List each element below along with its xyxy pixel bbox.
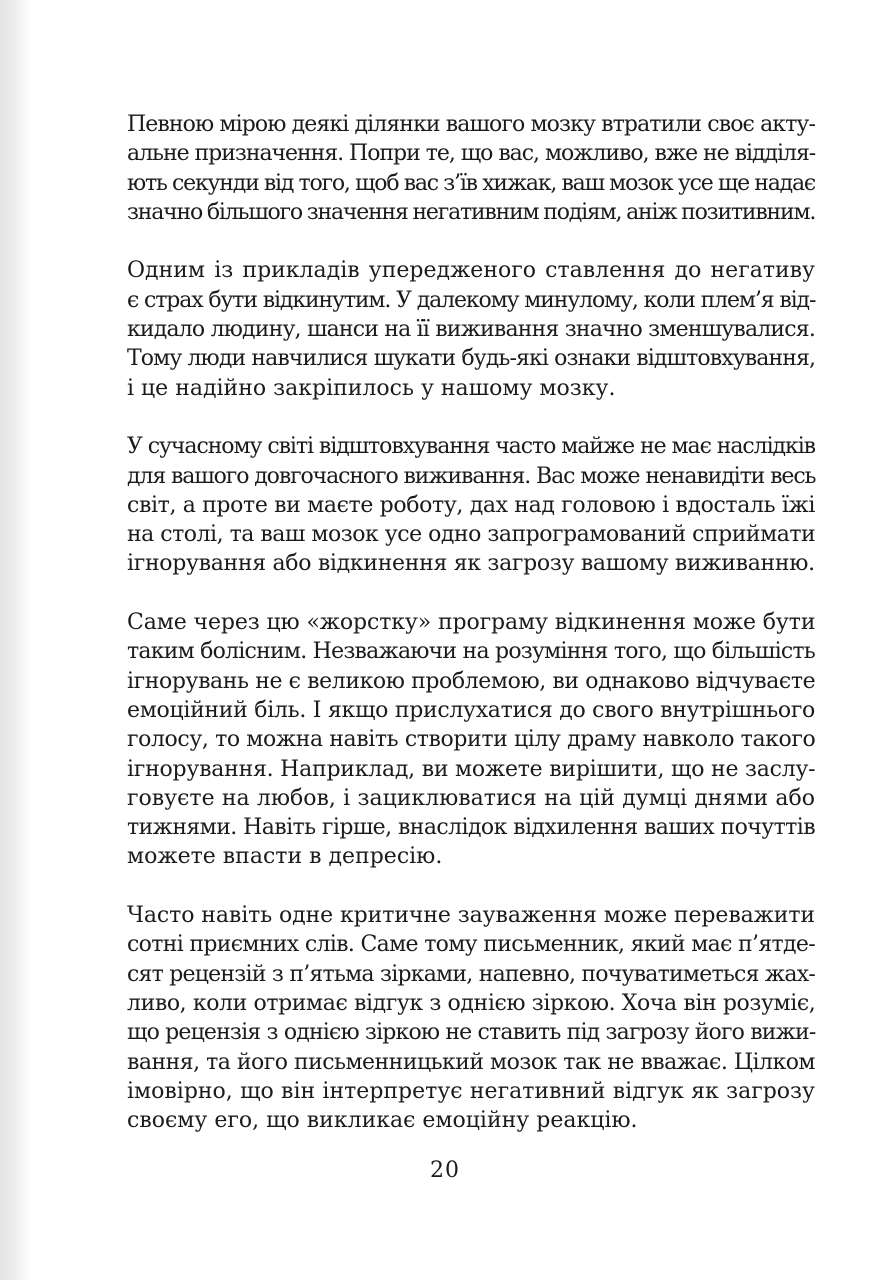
text-line: ють секунди від того, щоб вас з’їв хижак, ваш мозок усе ще надає [127, 170, 815, 196]
text-line: таким болісним. Незважаючи на розуміння того, що більшість [127, 639, 815, 665]
text-line: для вашого довгочасного виживання. Вас може ненавидіти весь [127, 463, 816, 489]
paragraph-3 [127, 432, 815, 578]
text-line: ігнорування або відкинення як загрозу вашому виживанню. [127, 551, 815, 577]
page-body [127, 110, 815, 1135]
paragraph-4 [127, 608, 815, 872]
text-line: тижнями. Навіть гірше, внаслідок відхилення ваших почуттів [127, 815, 815, 841]
text-line: значно більшого значення негативним подіям, аніж позитивним. [127, 199, 816, 225]
page-number: 20 [430, 1158, 460, 1183]
text-line: емоційний біль. І якщо прислухатися до свого внутрішнього [127, 697, 815, 723]
text-line: на столі, та ваш мозок усе одно запрограмований сприймати [127, 522, 816, 548]
text-line: можете впасти в депресію. [127, 844, 443, 870]
text-line: Певною мірою деякі ділянки вашого мозку втратили своє акту- [127, 112, 815, 137]
text-line: світ, а проте ви маєте роботу, дах над головою і вдосталь їжі [127, 492, 816, 518]
text-line: Одним із прикладів упередженого ставлення до негативу [127, 258, 815, 284]
text-line: імовірно, що він інтерпретує негативний відгук як загрозу [127, 1078, 815, 1104]
text-line: ливо, коли отримає відгук з однією зіркою. Хоча він розуміє, [127, 990, 816, 1016]
text-line: Тому люди навчилися шукати будь-які ознаки відштовхування, [127, 346, 816, 372]
text-line: У сучасному світі відштовхування часто майже не має наслідків [127, 434, 815, 460]
text-line: Саме через цю «жорстку» програму відкинення може бути [127, 610, 816, 636]
text-line: своєму его, що викликає емоційну реакцію. [127, 1108, 638, 1134]
text-line: сотні приємних слів. Саме тому письменник, який має п’ятде- [127, 932, 815, 958]
text-line: кидало людину, шанси на її виживання значно зменшувалися. [127, 317, 815, 343]
text-line: голосу, то можна навіть створити цілу драму навколо такого [127, 727, 816, 753]
text-line: ігнорування. Наприклад, ви можете вирішити, що не заслу- [127, 756, 816, 782]
text-line: альне призначення. Попри те, що вас, можливо, вже не відділя- [127, 141, 816, 167]
page-gutter-shadow [0, 0, 30, 1280]
text-line: говуєте на любов, і зациклюватися на цій думці днями або [127, 785, 815, 811]
text-line: ігнорувань не є великою проблемою, ви однаково відчуваєте [127, 668, 816, 694]
paragraph-1 [127, 110, 815, 227]
paragraph-5 [127, 901, 815, 1135]
text-line: є страх бути відкинутим. У далекому минулому, коли плем’я від- [127, 287, 816, 313]
paragraph-2 [127, 256, 815, 402]
text-line: і це надійно закріпилось у нашому мозку. [127, 375, 616, 401]
text-line: сят рецензій з п’ятьма зірками, напевно, почуватиметься жах- [127, 961, 815, 987]
text-line: що рецензія з однією зіркою не ставить під загрозу його вижи- [127, 1020, 816, 1046]
text-line: вання, та його письменницький мозок так не вважає. Цілком [127, 1049, 815, 1075]
text-line: Часто навіть одне критичне зауваження може переважити [127, 903, 815, 929]
